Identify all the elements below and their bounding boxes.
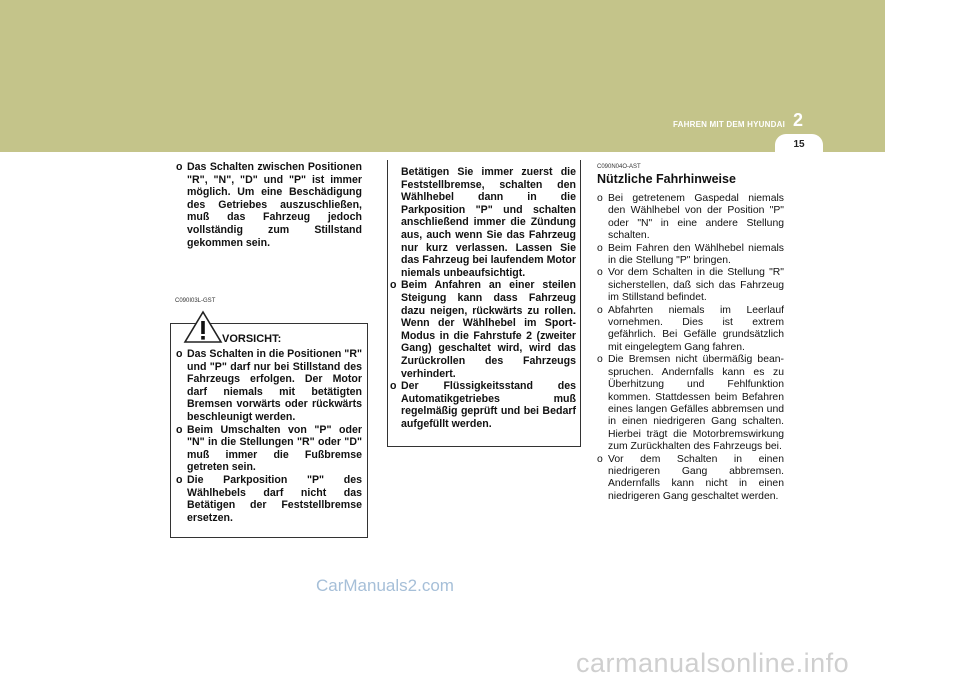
bullet: o (597, 242, 603, 254)
list-item (176, 161, 362, 249)
list-item-text: Beim Anfahren an einer steilen Steigung kann dass Fahrzeug dazu neigen, rückwärts zu rollen. Wenn der Wählhebel im Sport-Modus in die Fahrstufe 2 (zweiter Gang) geschaltet wird, wird das Zurückrollen des Fahrzeugs verhindert. (401, 279, 576, 380)
list-item-text: Beim Umschalten von "P" oder "N" in die Stellungen "R" oder "D" muß immer die Fußbremse getreten sein. (187, 423, 362, 474)
list-item-text: Das Schalten in die Positionen "R" und "P" darf nur bei Stillstand des Fahrzeugs erfolgen. Der Motor darf niemals mit betätigten Bremsen vorwärts oder rückwärts beschleunigt werden. (187, 348, 362, 423)
section-title: Nützliche Fahrhinweise (597, 172, 736, 186)
list-item (597, 354, 784, 453)
list-item (597, 193, 784, 243)
column-1 (176, 161, 362, 249)
column-3 (597, 193, 784, 503)
bullet: o (390, 380, 397, 393)
chapter-number: 2 (792, 110, 803, 130)
page-number: 15 (793, 139, 805, 150)
list-item (597, 267, 784, 304)
list-item (597, 243, 784, 268)
reference-code: C090I03L-GST (175, 298, 216, 304)
list-item-text: Das Schalten zwischen Positionen "R", "N", "D" und "P" ist immer möglich. Um eine Beschädigung des Getriebes auszuschließen, muß das Fahrzeug jedoch vollständig zum Stillstand gekommen sein. (187, 161, 362, 249)
bullet: o (176, 473, 183, 486)
list-item-text: Die Parkposition "P" des Wählhebels darf nicht das Betätigen der Feststellbremse ersetzen. (187, 473, 362, 524)
column-2 (390, 166, 576, 430)
list-item (176, 474, 362, 524)
reference-code: C090N04O-AST (597, 164, 641, 170)
header-band (0, 0, 885, 152)
watermark-text: carmanualsonline.info (576, 648, 850, 678)
bullet: o (597, 453, 603, 465)
list-item (390, 380, 576, 430)
bullet: o (597, 304, 603, 316)
bullet: o (597, 354, 603, 366)
watermark-link[interactable]: CarManuals2.com (316, 576, 454, 595)
warning-list (176, 348, 362, 524)
warning-title: VORSICHT: (222, 333, 282, 345)
bullet: o (597, 267, 603, 279)
list-item-text: Der Flüssigkeitsstand des Automatikgetriebes muß regelmäßig geprüft und bei Bedarf aufgefüllt werden. (401, 380, 576, 430)
list-item (390, 279, 576, 380)
bullet: o (176, 161, 183, 173)
list-item-text: Abfahrten niemals im Leerlauf vornehmen. Dies ist extrem gefährlich. Bei Gefälle grundsätzlich mit eingelegtem Gang fahren. (608, 304, 784, 353)
list-item-text: Beim Fahren den Wählhebel niemals in die Stellung "P" bringen. (608, 242, 784, 267)
list-item (597, 305, 784, 355)
list-item (176, 348, 362, 424)
list-item (176, 424, 362, 474)
list-item (597, 454, 784, 504)
list-item-text: Bei getretenem Gaspedal niemals den Wählhebel von der Position "P" oder "N" in eine andere Stellung schalten. (608, 193, 784, 242)
header-title: FAHREN MIT DEM HYUNDAI (673, 120, 785, 129)
warning-triangle-icon (183, 310, 223, 344)
list-item-text: Vor dem Schalten in einen niedrigeren Gang abbremsen. Andernfalls kann nicht in einen niedrigeren Gang geschaltet werden. (608, 453, 784, 502)
bullet: o (176, 348, 183, 360)
list-item-text: Vor dem Schalten in die Stellung "R" sicherstellen, daß sich das Fahrzeug im Stillstand befindet. (608, 267, 784, 304)
continued-text: Betätigen Sie immer zuerst die Feststellbremse, schalten den Wählhebel dann in die Parkposition "P" und schalten anschließend immer die Zündung aus, auch wenn Sie das Fahrzeug nur kurz verlassen. Lassen Sie das Fahrzeug bei laufendem Motor niemals unbeaufsichtigt. (401, 166, 576, 279)
bullet: o (390, 279, 397, 292)
bullet: o (597, 193, 603, 204)
list-item-text: Die Bremsen nicht übermäßig bean-spruchen. Andernfalls kann es zu Überhitzung und Fehlfunktion kommen. Stattdessen beim Befahren eines langen Gefälles abbremsen und in einen niedrigeren Gang schalten. Hierbei trägt die Motorbremswirkung zum Zurückhalten des Fahrzeugs bei. (608, 354, 784, 453)
bullet: o (176, 423, 183, 436)
